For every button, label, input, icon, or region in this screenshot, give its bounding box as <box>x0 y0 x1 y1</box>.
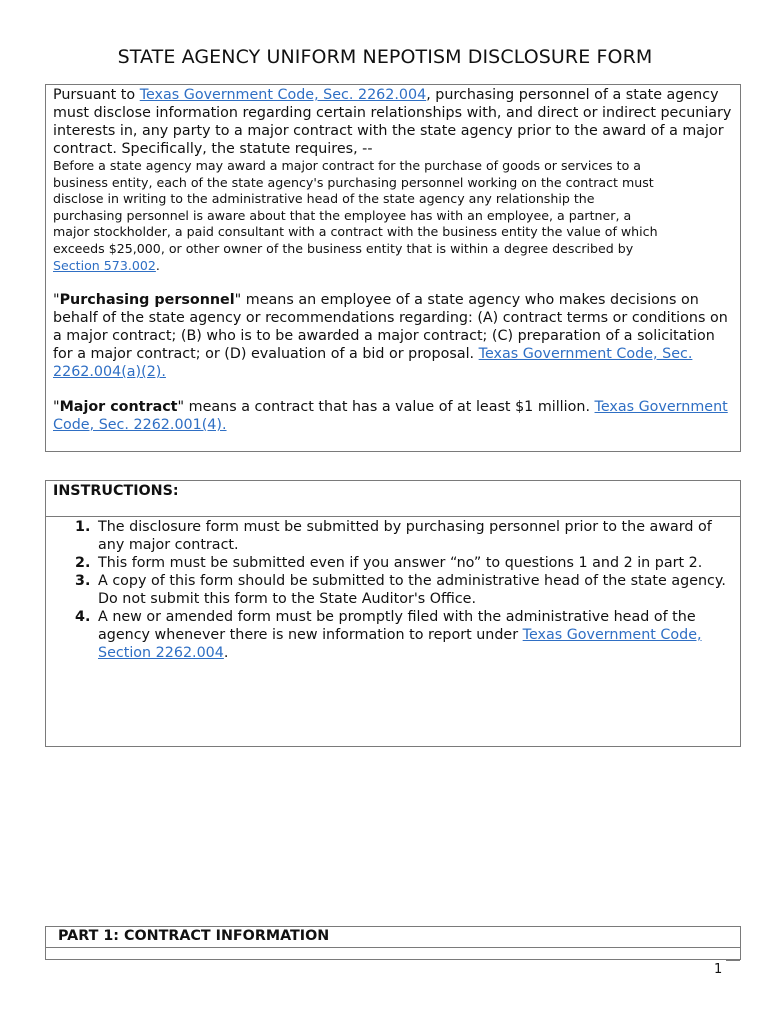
statute-quote-text: Before a state agency may award a major contract for the purchase of goods or services to a business entity, each of the state agency's purchasing personnel working on the contract must disclose in writing to the administrative head of the state agency any relationship the purchasing personnel is aware about that the employee has with an employee, a partner, a major stockholder, a paid consultant with a contract with the business entity the value of which exceeds $25,000, or other owner of the business entity that is within a degree described by <box>53 158 658 256</box>
def2-text: " means a contract that has a value of at least $1 million. <box>177 399 595 416</box>
intro-paragraph <box>53 86 733 158</box>
section-573-002-link[interactable]: Section 573.002 <box>53 257 156 273</box>
def1-text: " means an employee of a state agency who makes decisions on behalf of the state agency or recommendations regarding: (A) contract terms or conditions on a major contract; (B) who is to be awarded a major contract; (C) preparation of a solicitation for a major contract; or (D) evaluation of a bid or proposal. <box>53 292 728 363</box>
instruction-text: A copy of this form should be submitted to the administrative head of the state agency. Do not submit this form to the State Auditor's Office. <box>98 573 726 607</box>
instruction-number: 3. <box>75 573 91 589</box>
instruction-item <box>46 572 740 608</box>
instruction-end: . <box>223 645 229 661</box>
statute-quote <box>53 158 733 274</box>
gov-code-2262-004-link[interactable]: Texas Government Code, Sec. 2262.004 <box>139 87 427 103</box>
instruction-text: The disclosure form must be submitted by purchasing personnel prior to the award of any major contract. <box>98 519 712 553</box>
part1-box <box>45 926 741 960</box>
instruction-number: 1. <box>75 519 91 535</box>
page-rule <box>726 960 740 961</box>
definition-purchasing-personnel <box>53 291 733 381</box>
instructions-box <box>45 480 741 747</box>
instruction-text: This form must be submitted even if you answer “no” to questions 1 and 2 in part 2. <box>98 555 703 571</box>
statute-quote-end: . <box>155 257 160 273</box>
instruction-item <box>46 518 740 554</box>
intro-text-pre: Pursuant to <box>53 87 140 103</box>
instruction-item <box>46 608 740 662</box>
instruction-number: 4. <box>75 609 91 625</box>
instructions-list <box>46 518 740 662</box>
intro-box <box>45 84 741 452</box>
instruction-number: 2. <box>75 555 91 571</box>
def1-term: Purchasing personnel <box>59 292 235 309</box>
intro-text-post: , purchasing personnel of a state agency must disclose information regarding certain relationships with, and direct or indirect pecuniary interests in, any party to a major contract with the state agency prior to the award of a major contract. Specifically, the statute requires, -- <box>53 87 732 157</box>
gov-code-2262-004a2-link[interactable]: Texas Government Code, Sec. 2262.004(a)(2). <box>53 346 693 381</box>
page-title: STATE AGENCY UNIFORM NEPOTISM DISCLOSURE FORM <box>117 46 653 68</box>
def2-term: Major contract <box>59 399 178 416</box>
def1-open-quote: " <box>53 292 60 309</box>
instructions-heading: INSTRUCTIONS: <box>46 481 740 517</box>
part1-heading: PART 1: CONTRACT INFORMATION <box>46 927 740 948</box>
definition-major-contract <box>53 398 733 434</box>
instruction-text: A new or amended form must be promptly filed with the administrative head of the agency whenever there is new information to report under <box>98 609 696 643</box>
page-number: 1 <box>714 962 723 977</box>
def2-open-quote: " <box>53 399 60 416</box>
gov-code-section-2262-004-link[interactable]: Texas Government Code, Section 2262.004 <box>98 627 702 661</box>
gov-code-2262-001-4-link[interactable]: Texas Government Code, Sec. 2262.001(4). <box>53 399 728 434</box>
instruction-item <box>46 554 740 572</box>
